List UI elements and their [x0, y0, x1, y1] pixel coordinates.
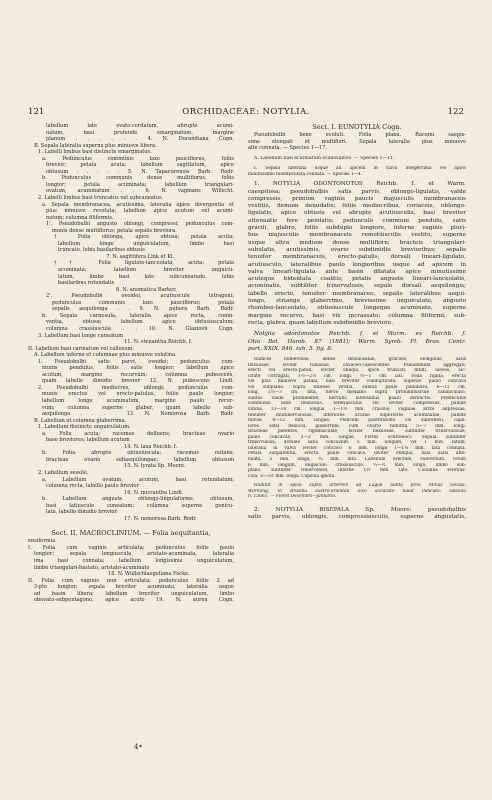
key-line: obtusum . . . . . 5. N. Tapacurensis Barb. Rodr.	[46, 168, 234, 175]
key-line: labellum longe acuminatum, margine paulo recur-	[42, 397, 234, 404]
key-line: a. Sepala membranacea, acutissima, lateralia apice divergentia et	[42, 201, 234, 208]
key-line: 17. N. nemorosa Barb. Rodr.	[124, 515, 197, 522]
key-line: a. Pedunculus communis laxe pauciflorus, foliis	[42, 155, 234, 162]
text-line: Petala subpatentia, erecta, paulo concava, leviter obliqua, basi satis atte-	[248, 451, 466, 457]
key-line: 1. Labelli limbus basi distincte emarginatus.	[38, 149, 152, 156]
key-line: aequilonga . . . . 13. N. Nemorosa Barb. Rodr.	[42, 411, 234, 418]
text-line: vestitis, demum denudatis; foliis mediocribus, coriaceis, oblongo-	[248, 203, 466, 210]
text-line: 6 mm. longum, unguiculo crassiusculo, ⅓—½ mm. longo, limbo sub-	[248, 462, 466, 468]
text-line: valva lineari-ligulata ante basin dilatata apice minutissime	[248, 268, 466, 275]
key-line: I. Folia cum vaginis articulata; pedunculus foliis paulo	[28, 544, 234, 551]
key-line: munis erectus vel erecto-patulus, foliis paulo longior;	[42, 391, 234, 398]
text-line: caespitosa; pseudobulbis satis parvis, oblongo-ligulatis, valde	[248, 188, 466, 195]
signature-mark: 4•	[134, 743, 143, 751]
running-header	[28, 107, 464, 119]
key-line: truncato, lobis basilaribus obtusis	[58, 247, 145, 254]
key-line: ima basi connata; labellum longissime unguiculatum,	[34, 558, 234, 564]
key-line: 2. Pseudobulbi mediocres, oblongi; pedunculus com-	[38, 384, 234, 391]
key-line: II. Folia cum vaginis non articulata; pedunculus foliis 2 ad	[28, 577, 234, 584]
right-column	[248, 123, 466, 521]
key-line: munis dense multiflorus; petala sepalis breviora.	[52, 227, 177, 234]
page-number-left: 121	[28, 107, 45, 117]
key-line: ventia, obtusa; labellum apice obtusiusculum;	[46, 319, 234, 326]
text-line: flexuosae, leviter ramosae, olivaceo-canescentes. Pseudobulbi aggregati,	[248, 362, 466, 368]
key-line: 18. N. Wullschlaegeliana Focke.	[108, 571, 190, 578]
text-line: minutissime bidenticulata connata. — Species 1—4.	[248, 171, 363, 177]
text-line: subtus valde prominente, nervulis lateralibus paulo distinctis. Pedunculus	[248, 395, 466, 401]
key-line: longior; sepala longiuscula aristato-acuminata, lateralia	[34, 551, 234, 558]
key-line: b. Folia abrupte obtusiuscula; racemus nutans;	[42, 450, 234, 457]
key-line: quam labelle dimidio brevior 12. N. pubescens Lindl.	[42, 378, 234, 385]
key-line: 1. Pseudobulbi satis parvi, ovoidei; pedunculus com-	[38, 358, 234, 365]
section-heading-macroclinium: Sect. II. MACROCLINIUM. — Folia aequitantia,	[51, 529, 211, 538]
text-line: attenuatis fere peiolatis; pedunculo communi pendulo, satis	[248, 217, 466, 224]
key-line: a. Folia acuta; racemus defluens; bracteae ovario	[42, 430, 234, 437]
key-line: natum; columna filiformis.	[46, 214, 114, 221]
text-line: compressis, primum vaginis paucis majusculis membranaceis	[248, 195, 466, 202]
key-line: † Folia oblonga, apice obtusa; petala acuta;	[54, 234, 234, 241]
text-line: vel subplana, supra intense viridia, subtus paulo pallidiora, 6—11 cm.	[248, 384, 466, 390]
text-line: plano, subtiliter trinervoloso, inferne 1½ mm. lato. Columna teretius-	[248, 468, 466, 474]
key-line: 1'. Pseudobulbi angusto oblongi, compressi; pedunculus com-	[46, 221, 234, 228]
text-line: vel plus minusve patula, basi breviter condupticata, superne paulo concava	[248, 379, 466, 385]
text-line: cula, 3—3½ mm. longa. Capsula ignota.	[248, 473, 336, 479]
key-line: columna recta, labello paulo brevior	[46, 483, 139, 490]
text-line: tenuiter multinervulosae, inferiores acutae superiores acuminatae, pallide	[248, 412, 466, 418]
key-line: bracteae ovario subaequilongae; labellum obtusum	[46, 456, 234, 463]
key-line: A. Labellum inferne et columnae plus minusve velutina.	[34, 352, 177, 359]
key-line: natum, basi profunde emarginatum, margine	[46, 129, 234, 136]
key-line: 16. N. micrantha Lindl.	[124, 489, 184, 496]
page-number-right: 122	[447, 107, 464, 117]
key-line: 11. N. stenantha Reichb. f.	[124, 339, 193, 346]
key-line: B. Labellum et columna glaberrima.	[34, 417, 127, 424]
text-line: longo, striange glaberrimo, breviusime unguiculato, angusto	[248, 298, 466, 305]
text-line: long, 1½—3 cm. lata, nervo mediano supra profundiuscule canaliculato,	[248, 390, 466, 396]
citation-line: part. XXIX. 846. tab. 5. fig. 8.	[248, 345, 333, 352]
key-line: ovatum, acuminatum . . 6. N. vaginans Willscht.	[46, 188, 234, 195]
text-line: acuteque bidentata coalitis; petalis anguste lineari-lanceolatis,	[248, 276, 466, 283]
text-line: communis satis flexuosus, teretiusculus vel leviter compressus, pallide	[248, 401, 466, 407]
key-line: II. Labellum basi carinatum vel callosum.	[28, 345, 134, 352]
text-line: Warming; in Brasilia austro-orientali loco accurato haud indicato: Glaziou	[248, 488, 466, 494]
section-heading-cont: ensiformia.	[28, 538, 57, 545]
key-line: ad basin libera; labellum breviter unguiculatum, limbo	[34, 590, 234, 597]
text-line: Habitat in spica supra arborem ad Lagoa Santa prov. Minas Gerais:	[254, 483, 466, 489]
key-line: 8. N. anomatica Barker.	[116, 286, 177, 293]
text-line: trinervulosa, dorsale satis concavum, 5 mm. longum, vix 1 mm. latum,	[248, 440, 466, 446]
key-line: 2. Labelli limbus basi truncatus vel subcuneatus.	[38, 195, 164, 202]
citation-line: Otia Bot. Hamb. 87 (1881); Warm. Symb. Fl. Bras. Centr.	[248, 338, 466, 345]
species-habitat	[248, 483, 466, 500]
text-line: Bracteae patentes, rigidiusculae, leviter flexuosae, subtiliter trinervulosae,	[248, 429, 466, 435]
key-line: acutum, margine recurvum; columna pubescens,	[42, 371, 234, 378]
text-line: ligulatis, apice obtusis vel abrupte acutiusculis, basi breviter	[248, 210, 466, 217]
text-line: erecti vel erecto-patuli, leviter obliqui, apice truncati, nitidi, laeves, sic-	[248, 368, 466, 374]
text-line: fulvae, 8—12 mm. longae. Pedicelli patentissimi vel subreflexi, capil-	[248, 418, 466, 424]
text-line: citate corrugati, 1½—2½ cm. longi, ½—1 cm. lati. Folia rigida, erecta	[248, 373, 466, 379]
text-line: 2. NOTYLIA BISEPALA Sp. Moore: pseudobulbis	[254, 506, 466, 513]
text-line: gracili, glabro, foliis subduplo longiore, inferne vaginis pluri-	[248, 225, 466, 232]
section-key-macroclinium	[28, 545, 234, 604]
key-line: 15. N. lyrata Sp. Moore.	[124, 463, 186, 470]
text-line: viridis, 13—16 cm. longus, 1—1½ mm. crassus; vaginae arcte adpressae,	[248, 407, 466, 413]
running-title: ORCHIDACEAE: NOTYLIA.	[182, 107, 310, 117]
key-line: 2. Labellum sessile.	[38, 469, 89, 476]
key-line: b. Pedunculus communis dense multiflorus, foliis	[42, 175, 234, 182]
text-line: Pseudobulbi bene evoluti. Folia plana. Racemi saepis-	[254, 132, 466, 138]
key-line: labellum late ovato-cordatum, abrupte acumi-	[46, 123, 234, 129]
species-diagnosis-1	[248, 181, 466, 327]
key-line: 2'. Pseudobulbi ovoidei, acutiuscule tetragoni;	[46, 293, 234, 300]
key-line: pedunculus communis laxe pauciflorus; petala	[52, 299, 234, 306]
text-line: lares, satis flexuosi, glaberrimi, cum ovario filiformi 5—7 mm. longi.	[248, 423, 466, 429]
text-line: paulo concavae, 2—3 mm. longae. Flores ochroleuci. Sepala subtiliter	[248, 434, 466, 440]
key-line: lata, labello dimidio brevior	[46, 509, 117, 516]
text-line: lateralia in valva leviter concavo 6 mm. longa 1—1¼ mm. lata connata.	[248, 445, 466, 451]
key-line: base breviores; labellum acutum	[46, 437, 130, 444]
key-line: munis pendulus, foliis satis longior; labellum apice	[42, 365, 234, 372]
subsection-note	[248, 166, 466, 177]
key-line: 7. N. sagittifera Link et Kl.	[106, 253, 175, 260]
key-line: b. Labellum anguste oblongo-lingulaforme, obtusum,	[42, 496, 234, 503]
key-line: columna crassiuscula . . 10. N. Glaziovii Cogn.	[46, 325, 234, 332]
text-line: nuata, 5 mm. longa, ¾ mm. lata. Labellum erectum, subrectum, totum	[248, 456, 466, 462]
key-line: plus minusve revoluta; labellum apice acutum vel acumi-	[46, 208, 234, 215]
key-line: limbo triangulari-hastato, aristato-acuminato	[34, 564, 150, 571]
text-line: bus majusculis membranaceis remotiusculis vestito, superne	[248, 232, 466, 239]
key-line: basi latiuscule cuneatum; columna superne genicu-	[46, 502, 234, 509]
citation-line: Notylia odontonotos Reichb. f. et Warm. ex Reichb. f.	[254, 331, 466, 338]
section-heading-eunotylia: Sect. I. EUNOTYLIA Cogn.	[312, 123, 402, 131]
text-line: I. Sepala lateralia usque ad apicem in valva integerrima vel apice	[254, 166, 466, 172]
text-line: sime elongati et multiflori. Sepala lateralia plus minusve	[248, 138, 466, 145]
text-line: acutiusculo, lateralibus paulo longioribus usque ad apicem in	[248, 261, 466, 268]
text-line: alte connata. — Species 1—17.	[248, 145, 328, 152]
species-description	[248, 357, 466, 479]
key-line: longior; petala acuminata; labellum triangulari-	[46, 181, 234, 188]
text-line: labello erecto, tenuiter membranaceo, sepalis lateralibus aequi-	[248, 290, 466, 297]
species-diagnosis-2	[248, 507, 466, 522]
text-line: margine recurvo, basi vix incrassato; columna filiformi, sub-	[248, 312, 466, 319]
key-line: planum . . . . . . 4. N. Durandiana Cogn.	[46, 136, 234, 143]
key-line: vum; columna superne glaber, quam labello sub-	[42, 404, 234, 411]
text-line: 1. NOTYLIA ODONTONOTOS Reichb. f. et Warm.	[254, 181, 466, 188]
key-line: 1. Labellum distincte unguiculatum.	[38, 424, 131, 431]
key-line: latum, limbo basi late subcuneatudo, lobis	[58, 273, 234, 280]
text-line: usque ultra medium dense multiflore; bracteis triangulari-	[248, 239, 466, 246]
key-line: 3-plo longior; sepala breviter acuminata, lateralia usque	[34, 584, 234, 591]
text-line: recta, glabra, quam labellum subdimidio breviore.	[248, 319, 394, 326]
key-line: B. Sepala lateralia superne plus minusve libera.	[34, 142, 157, 149]
text-line: subulatis, acutissimis, ovario subdimidio brevioribus; sepalis	[248, 246, 466, 253]
key-line: a. Labellum ovatum, acutum, basi rotundatum;	[42, 476, 234, 483]
left-column	[28, 123, 234, 604]
key-line: labellum longe unguiculatum, limbo basi	[58, 240, 234, 247]
key-line: 3. Labellum basi longe cuneatum	[38, 332, 124, 339]
subsection-heading: A. Labellum basi ecarinatum ecallosumve. — Species 1—11.	[254, 155, 395, 161]
key-line: basilaribus rotundatis	[58, 280, 115, 287]
text-line: satis parvis, oblongis, compressiusculis, superne angustatis,	[248, 514, 466, 521]
key-line: sepalis aequilonga . . 9. N. pubera Barb. Rodr.	[52, 306, 234, 313]
text-line: acuminatis, subtiliter trinervulosis, sepalo dorsali aequilongis;	[248, 283, 466, 290]
section-description	[248, 132, 466, 152]
key-line: acuminata; labellum breviter unguicu-	[58, 267, 234, 274]
text-line: rhombeo-lanceolato, obtusiuscule longeque acuminato, superne	[248, 305, 466, 312]
key-line: brevior; petala acuta; labellum sagittatum, apice	[46, 162, 234, 169]
text-line: n. 15665. — Floret Decembri—Januario.	[248, 494, 337, 500]
key-line: obovato-subpentagono, apice acuto 19. N. aurea Cogn.	[34, 597, 234, 604]
key-line: 14. N. laxa Reichb. f.	[124, 443, 178, 450]
text-line: tenuiter membranaceis, erecto-patulis, dorsali lineari-ligulato,	[248, 254, 466, 261]
species-citation	[248, 331, 466, 353]
key-line: †† Folia ligulato-lanceolata, acuta; petala	[54, 260, 234, 267]
species-key	[28, 123, 234, 522]
key-line: b. Sepala carnosula, lateralia apice recta, conni-	[42, 312, 234, 319]
text-line: Radices numerosae, dense flexulosatae, graciles, elongatae, satis	[254, 357, 466, 363]
